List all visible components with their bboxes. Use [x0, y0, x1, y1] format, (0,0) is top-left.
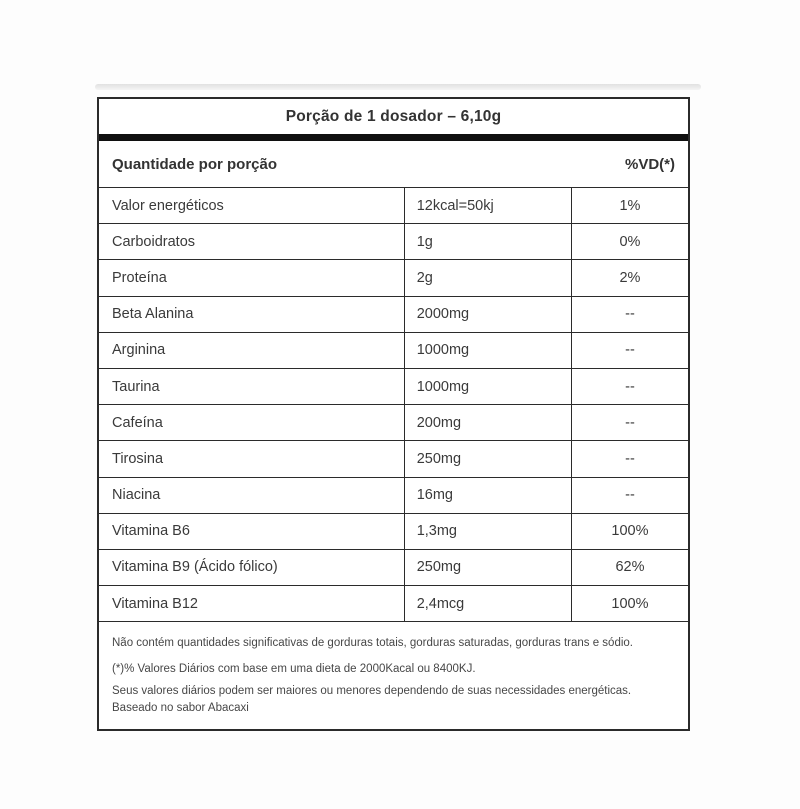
- nutrient-daily-value: --: [625, 414, 635, 431]
- table-row-proteina: [99, 260, 688, 296]
- table-header-row: [99, 141, 688, 188]
- nutrient-daily-value: --: [625, 487, 635, 504]
- table-row-arginina: [99, 333, 688, 369]
- nutrient-amount: 2000mg: [405, 297, 572, 332]
- footnotes: [99, 622, 688, 729]
- table-row-vitamina-b12: [99, 586, 688, 622]
- nutrient-rows: [99, 188, 688, 622]
- nutrient-amount: 1,3mg: [405, 514, 572, 549]
- nutrition-facts-table: [97, 97, 690, 731]
- table-row-taurina: [99, 369, 688, 405]
- nutrient-daily-value: 2%: [619, 269, 641, 286]
- nutrient-amount: 12kcal=50kj: [405, 188, 572, 223]
- nutrient-name: Carboidratos: [99, 224, 405, 259]
- nutrient-amount: 250mg: [405, 550, 572, 585]
- footnote-flavor-basis: Baseado no sabor Abacaxi: [112, 702, 249, 715]
- table-row-cafeina: [99, 405, 688, 441]
- column-header-daily-value: %VD(*): [624, 155, 675, 173]
- nutrient-name: Vitamina B9 (Ácido fólico): [99, 550, 405, 585]
- table-row-tirosina: [99, 441, 688, 477]
- table-row-valor-energeticos: [99, 188, 688, 224]
- nutrient-name: Taurina: [99, 369, 405, 404]
- column-header-quantity: Quantidade por porção: [112, 155, 278, 173]
- thick-divider-bar: [99, 134, 688, 141]
- table-row-niacina: [99, 478, 688, 514]
- nutrient-amount: 250mg: [405, 441, 572, 476]
- nutrient-daily-value: --: [625, 306, 635, 323]
- footnote-no-significant-fats: Não contém quantidades significativas de gorduras totais, gorduras saturadas, gorduras trans e sódio.: [112, 637, 633, 650]
- nutrient-name: Beta Alanina: [99, 297, 405, 332]
- nutrient-name: Valor energéticos: [99, 188, 405, 223]
- nutrient-daily-value: 100%: [611, 523, 649, 540]
- footnote-daily-values-basis: (*)% Valores Diários com base em uma dieta de 2000Kacal ou 8400KJ.: [112, 663, 476, 676]
- nutrient-daily-value: 1%: [619, 197, 641, 214]
- table-row-carboidratos: [99, 224, 688, 260]
- nutrient-name: Proteína: [99, 260, 405, 295]
- table-row-vitamina-b9: [99, 550, 688, 586]
- nutrient-amount: 200mg: [405, 405, 572, 440]
- nutrient-amount: 2g: [405, 260, 572, 295]
- nutrient-amount: 1000mg: [405, 369, 572, 404]
- nutrient-daily-value: --: [625, 342, 635, 359]
- nutrient-name: Cafeína: [99, 405, 405, 440]
- nutrient-daily-value: --: [625, 450, 635, 467]
- footnote-values-may-vary: Seus valores diários podem ser maiores ou menores dependendo de suas necessidades energéticas.: [112, 685, 632, 698]
- table-row-beta-alanina: [99, 297, 688, 333]
- nutrient-daily-value: --: [625, 378, 635, 395]
- top-shadow-strip: [95, 84, 701, 90]
- nutrient-name: Arginina: [99, 333, 405, 368]
- nutrient-daily-value: 62%: [615, 559, 645, 576]
- nutrient-amount: 2,4mcg: [405, 586, 572, 621]
- nutrient-daily-value: 100%: [611, 595, 649, 612]
- nutrient-amount: 1000mg: [405, 333, 572, 368]
- nutrient-name: Niacina: [99, 478, 405, 513]
- nutrient-name: Vitamina B12: [99, 586, 405, 621]
- nutrient-amount: 1g: [405, 224, 572, 259]
- nutrient-daily-value: 0%: [619, 233, 641, 250]
- nutrient-name: Vitamina B6: [99, 514, 405, 549]
- nutrient-name: Tirosina: [99, 441, 405, 476]
- nutrient-amount: 16mg: [405, 478, 572, 513]
- serving-size-title: Porção de 1 dosador – 6,10g: [285, 108, 502, 125]
- table-row-vitamina-b6: [99, 514, 688, 550]
